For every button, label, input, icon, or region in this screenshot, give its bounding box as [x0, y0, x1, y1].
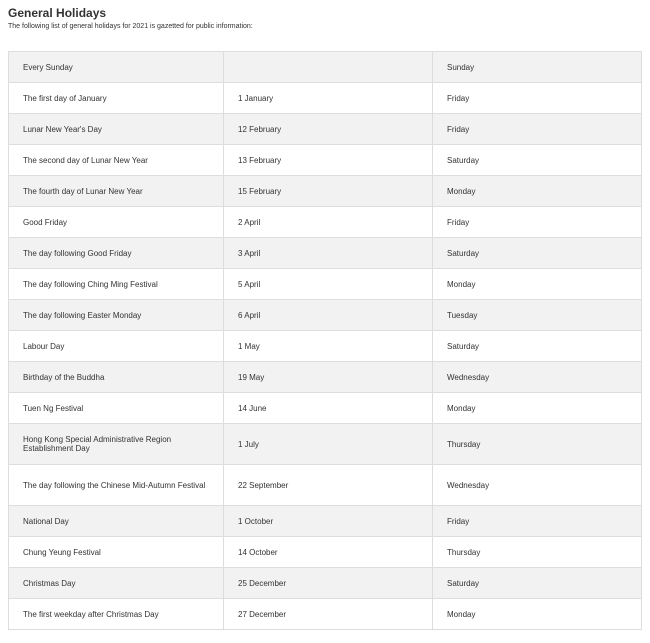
- holiday-day-cell: Saturday: [433, 145, 642, 176]
- holiday-day-cell: Friday: [433, 207, 642, 238]
- holiday-date-cell: 14 June: [224, 393, 433, 424]
- holiday-date-cell: 6 April: [224, 300, 433, 331]
- holiday-date-cell: 19 May: [224, 362, 433, 393]
- holiday-date-cell: 5 April: [224, 269, 433, 300]
- holiday-date-cell: 27 December: [224, 599, 433, 630]
- holiday-date-cell: 25 December: [224, 568, 433, 599]
- holiday-name-cell: The day following the Chinese Mid-Autumn Festival: [9, 465, 224, 506]
- holiday-name-cell: Christmas Day: [9, 568, 224, 599]
- table-row: [9, 537, 642, 568]
- table-row: [9, 465, 642, 506]
- table-row: [9, 176, 642, 207]
- page-subtitle: The following list of general holidays for 2021 is gazetted for public information:: [8, 23, 253, 30]
- holiday-name-cell: The second day of Lunar New Year: [9, 145, 224, 176]
- holiday-day-cell: Saturday: [433, 568, 642, 599]
- holiday-day-cell: Friday: [433, 114, 642, 145]
- table-row: [9, 393, 642, 424]
- holiday-name-cell: The first day of January: [9, 83, 224, 114]
- table-row: [9, 300, 642, 331]
- holiday-day-cell: Saturday: [433, 238, 642, 269]
- holiday-name-cell: Labour Day: [9, 331, 224, 362]
- table-row: [9, 331, 642, 362]
- holiday-date-cell: 2 April: [224, 207, 433, 238]
- holiday-date-cell: 1 July: [224, 424, 433, 465]
- holiday-name-cell: Tuen Ng Festival: [9, 393, 224, 424]
- holiday-day-cell: Tuesday: [433, 300, 642, 331]
- holiday-date-cell: 12 February: [224, 114, 433, 145]
- table-row: [9, 145, 642, 176]
- holiday-name-cell: Chung Yeung Festival: [9, 537, 224, 568]
- holiday-day-cell: Wednesday: [433, 465, 642, 506]
- holiday-name-cell: Lunar New Year's Day: [9, 114, 224, 145]
- holiday-name-cell: The fourth day of Lunar New Year: [9, 176, 224, 207]
- page-title: General Holidays: [8, 6, 107, 20]
- holiday-name-cell: Good Friday: [9, 207, 224, 238]
- holiday-date-cell: 3 April: [224, 238, 433, 269]
- table-row: [9, 506, 642, 537]
- holiday-day-cell: Monday: [433, 393, 642, 424]
- table-row: [9, 424, 642, 465]
- holiday-name-cell: Birthday of the Buddha: [9, 362, 224, 393]
- holiday-date-cell: 13 February: [224, 145, 433, 176]
- holiday-day-cell: Sunday: [433, 52, 642, 83]
- holiday-day-cell: Monday: [433, 599, 642, 630]
- table-row: [9, 568, 642, 599]
- table-row: [9, 599, 642, 630]
- holiday-date-cell: 1 October: [224, 506, 433, 537]
- holiday-day-cell: Monday: [433, 176, 642, 207]
- holiday-date-cell: 1 January: [224, 83, 433, 114]
- holiday-date-cell: 1 May: [224, 331, 433, 362]
- holiday-name-cell: The day following Easter Monday: [9, 300, 224, 331]
- table-row: [9, 238, 642, 269]
- holiday-day-cell: Monday: [433, 269, 642, 300]
- holiday-day-cell: Wednesday: [433, 362, 642, 393]
- holiday-day-cell: Saturday: [433, 331, 642, 362]
- holidays-table: [8, 51, 642, 630]
- holiday-day-cell: Thursday: [433, 537, 642, 568]
- holiday-name-cell: The day following Ching Ming Festival: [9, 269, 224, 300]
- table-row: [9, 207, 642, 238]
- table-row: [9, 52, 642, 83]
- holiday-name-cell: Hong Kong Special Administrative Region Establishment Day: [9, 424, 224, 465]
- holiday-day-cell: Friday: [433, 83, 642, 114]
- holiday-name-cell: The first weekday after Christmas Day: [9, 599, 224, 630]
- holiday-day-cell: Thursday: [433, 424, 642, 465]
- table-row: [9, 362, 642, 393]
- table-row: [9, 269, 642, 300]
- holiday-day-cell: Friday: [433, 506, 642, 537]
- holiday-date-cell: [224, 52, 433, 83]
- table-row: [9, 114, 642, 145]
- holiday-date-cell: 15 February: [224, 176, 433, 207]
- holiday-date-cell: 22 September: [224, 465, 433, 506]
- holiday-date-cell: 14 October: [224, 537, 433, 568]
- holiday-name-cell: The day following Good Friday: [9, 238, 224, 269]
- holiday-name-cell: National Day: [9, 506, 224, 537]
- table-row: [9, 83, 642, 114]
- holiday-name-cell: Every Sunday: [9, 52, 224, 83]
